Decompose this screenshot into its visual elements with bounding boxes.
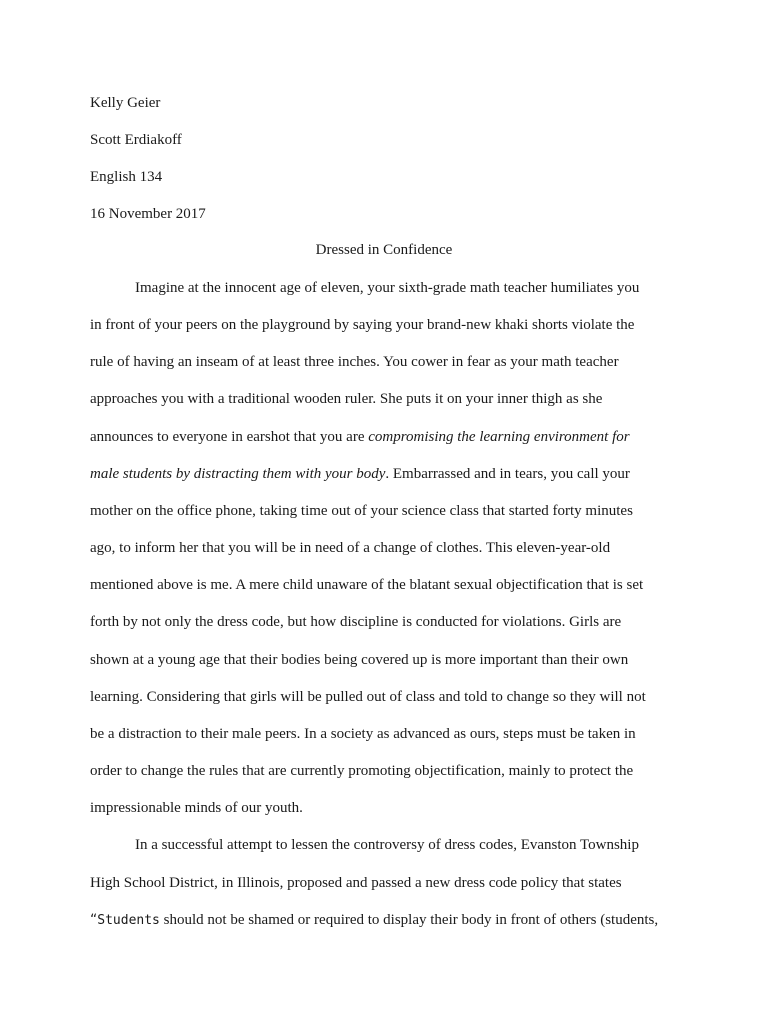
paragraph-line — [90, 910, 658, 931]
quote-mark: “ — [90, 912, 98, 928]
paragraph-line: ago, to inform her that you will be in need of a change of clothes. This eleven-year-old — [90, 540, 611, 556]
paragraph-line: approaches you with a traditional wooden ruler. She puts it on your inner thigh as she — [90, 391, 603, 407]
paragraph-line: forth by not only the dress code, but how discipline is conducted for violations. Girls are — [90, 614, 622, 630]
italic-text: compromising the learning environment for — [368, 429, 630, 445]
line-text: announces to everyone in earshot that you are — [90, 429, 369, 445]
italic-text: male students by distracting them with your body — [90, 466, 386, 482]
paragraph-line — [90, 464, 630, 484]
paragraph-line: In a successful attempt to lessen the controversy of dress codes, Evanston Township — [135, 837, 639, 853]
paragraph-line: impressionable minds of our youth. — [90, 800, 303, 816]
paragraph-line: rule of having an inseam of at least three inches. You cower in fear as your math teacher — [90, 354, 619, 370]
paragraph-line: learning. Considering that girls will be pulled out of class and told to change so they will not — [90, 689, 646, 705]
paragraph-line: in front of your peers on the playground by saying your brand-new khaki shorts violate the — [90, 317, 635, 333]
paragraph-line: shown at a young age that their bodies being covered up is more important than their own — [90, 652, 629, 668]
course-name: English 134 — [90, 169, 163, 185]
paragraph-line — [90, 427, 630, 447]
line-text: . Embarrassed and in tears, you call your — [385, 466, 630, 482]
paragraph-line: mother on the office phone, taking time out of your science class that started forty minutes — [90, 503, 633, 519]
instructor-name: Scott Erdiakoff — [90, 132, 182, 148]
author-name: Kelly Geier — [90, 95, 161, 111]
paragraph-line: High School District, in Illinois, proposed and passed a new dress code policy that states — [90, 875, 622, 891]
paragraph-line: be a distraction to their male peers. In a society as advanced as ours, steps must be taken in — [90, 726, 636, 742]
quoted-word: Students — [97, 913, 160, 928]
document-date: 16 November 2017 — [90, 206, 206, 222]
line-text: should not be shamed or required to display their body in front of others (students, — [159, 912, 659, 928]
document-title: Dressed in Confidence — [315, 242, 453, 258]
paragraph-line: Imagine at the innocent age of eleven, your sixth-grade math teacher humiliates you — [135, 280, 640, 296]
paragraph-line: mentioned above is me. A mere child unaware of the blatant sexual objectification that is set — [90, 577, 644, 593]
paragraph-line: order to change the rules that are currently promoting objectification, mainly to protect the — [90, 763, 634, 779]
